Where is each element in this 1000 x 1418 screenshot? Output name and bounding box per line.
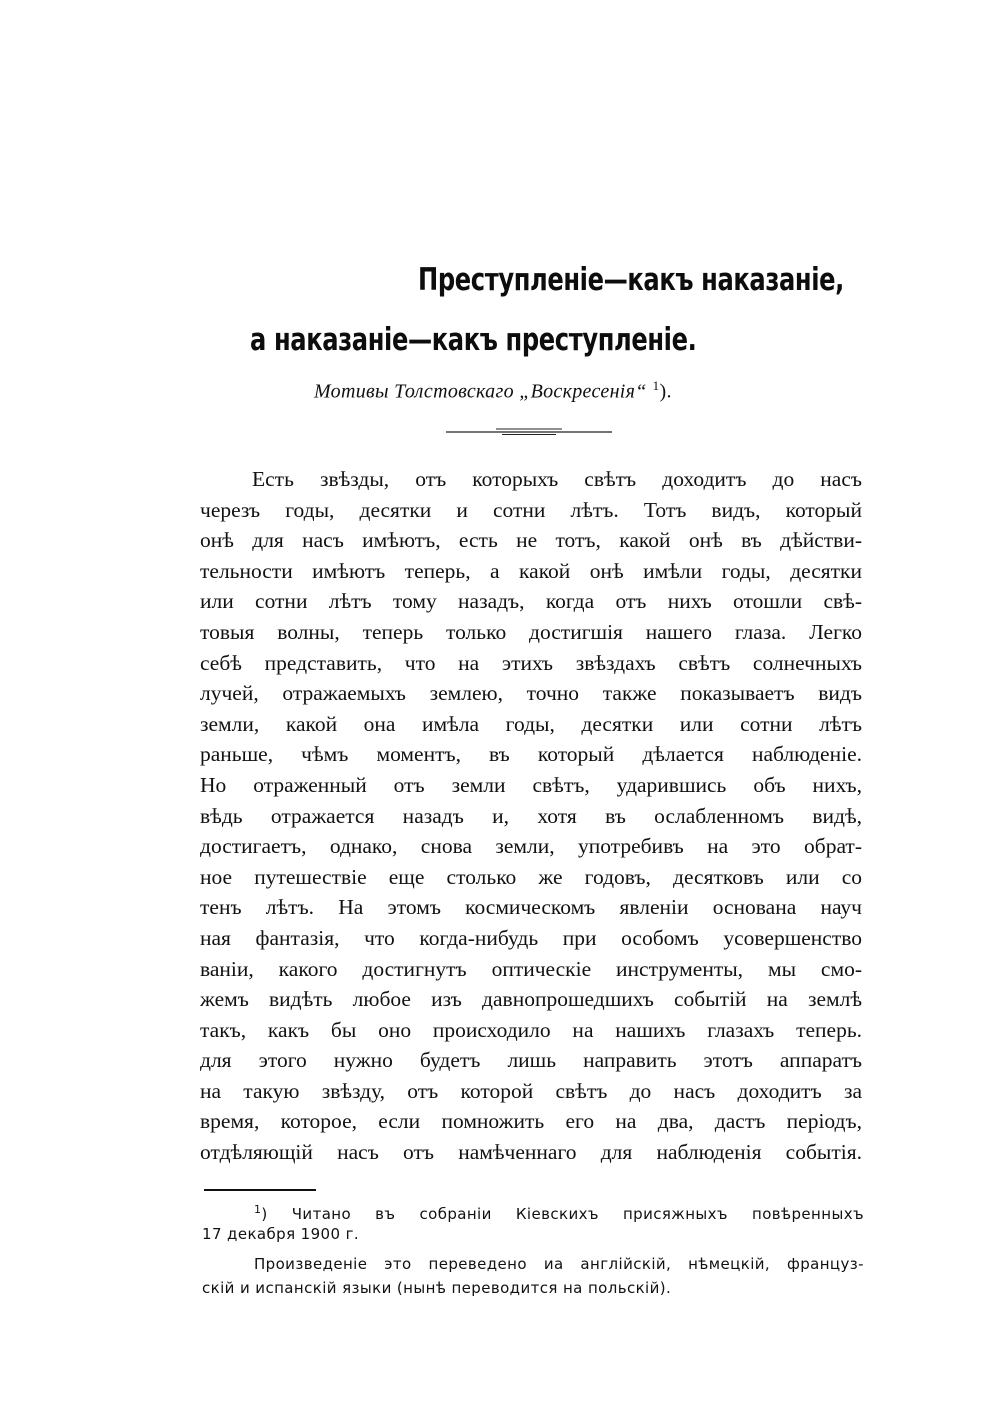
body-line: лучей, отражаемыхъ землею, точно также показываетъ видъ — [200, 681, 862, 706]
body-line: или сотни лѣтъ тому назадъ, когда отъ нихъ отошли свѣ- — [200, 589, 862, 614]
title-line-2: а наказаніе—какъ преступленіе. — [250, 322, 697, 358]
body-line: раньше, чѣмъ моментъ, въ который дѣлается наблюденіе. — [200, 742, 862, 767]
body-line: вѣдь отражается назадъ и, хотя въ ослабленномъ видѣ, — [200, 803, 862, 828]
body-line: время, которое, если помножить его на два, дастъ періодъ, — [200, 1109, 862, 1134]
footnote-2-line-1: Произведеніе это переведено иа англійскій, нѣмецкій, француз- — [254, 1255, 864, 1273]
body-line: достигаетъ, однако, снова земли, употребивъ на это обрат- — [200, 834, 862, 859]
body-text — [200, 464, 862, 1168]
footnote-marker: 1 — [254, 1203, 262, 1216]
body-line: ная фантазія, что когда-нибудь при особомъ усовершенство — [200, 925, 862, 950]
footnote-1-line-2: 17 декабря 1900 г. — [202, 1225, 360, 1243]
footnote-1-line-1 — [202, 1198, 864, 1222]
body-line: Но отраженный отъ земли свѣтъ, ударившись объ нихъ, — [200, 772, 862, 797]
subtitle-tail: ). — [659, 380, 672, 403]
body-line: черезъ годы, десятки и сотни лѣтъ. Тотъ видъ, который — [200, 497, 862, 522]
body-line: ное путешествіе еще столько же годовъ, десятковъ или со — [200, 864, 862, 889]
body-line: тельности имѣютъ теперь, а какой онѣ имѣли годы, десятки — [200, 558, 862, 583]
subtitle-text: Мотивы Толстовскаго „Воскресенія“ — [314, 380, 647, 403]
subtitle — [314, 378, 672, 404]
body-line: жемъ видѣть любое изъ давнопрошедшихъ событій на землѣ — [200, 987, 862, 1012]
title-line-1: Преступленіе—какъ наказаніе, — [418, 262, 844, 298]
body-line: онѣ для насъ имѣютъ, есть не тотъ, какой онѣ въ дѣйстви- — [200, 528, 862, 553]
body-line: для этого нужно будетъ лишь направить этотъ аппаратъ — [200, 1048, 862, 1073]
body-line: тенъ лѣтъ. На этомъ космическомъ явленіи основана науч — [200, 895, 862, 920]
footnote-divider — [204, 1189, 316, 1191]
footnote-1-text: ) Читано въ собраніи Кіевскихъ присяжныхъ повѣренныхъ — [261, 1205, 864, 1222]
body-line: земли, какой она имѣла годы, десятки или сотни лѣтъ — [200, 711, 862, 736]
footnote-2-line-2: скій и испанскій языки (нынѣ переводится на польскій). — [202, 1279, 672, 1297]
body-line: такъ, какъ бы оно происходило на нашихъ глазахъ теперь. — [200, 1017, 862, 1042]
body-line: себѣ представить, что на этихъ звѣздахъ свѣтъ солнечныхъ — [200, 650, 862, 675]
ornament-divider — [446, 426, 612, 436]
body-line: Есть звѣзды, отъ которыхъ свѣтъ доходитъ до насъ — [252, 467, 862, 491]
body-line: ваніи, какого достигнутъ оптическіе инструменты, мы смо- — [200, 956, 862, 981]
body-line: на такую звѣзду, отъ которой свѣтъ до насъ доходитъ за — [200, 1078, 862, 1103]
body-line: товыя волны, теперь только достигшія нашего глаза. Легко — [200, 619, 862, 644]
subtitle-footnote-ref: 1 — [652, 378, 660, 393]
body-line: отдѣляющій насъ отъ намѣченнаго для наблюденія событія. — [200, 1140, 862, 1165]
footnotes — [202, 1198, 864, 1300]
